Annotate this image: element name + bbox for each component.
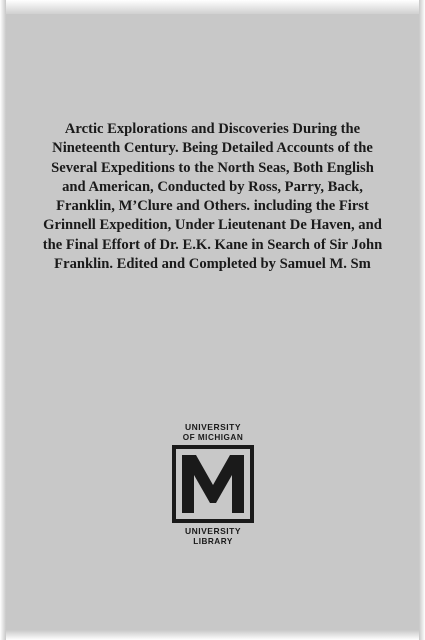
cover-top-edge xyxy=(0,0,425,14)
logo-top-line-1: UNIVERSITY xyxy=(184,422,242,432)
university-of-michigan-library-logo xyxy=(170,421,256,547)
logo-top-line-2: OF MICHIGAN xyxy=(182,433,244,442)
book-title: Arctic Explorations and Discoveries During the Nineteenth Century. Being Detailed Accounts of the Several Expeditions to the North Seas, Both English and American, Conducted by Ross, Parry, Back, Franklin, M’Clure and Others. including the First Grinnell Expedition, Under Lieutenant De Haven, and the Final Effort of Dr. E.K. Kane in Search of Sir John Franklin. Edited and Completed by Samuel M. Sm xyxy=(42,121,383,273)
logo-bottom-line-2: LIBRARY xyxy=(193,537,233,546)
cover-left-edge xyxy=(0,0,6,640)
cover-bottom-edge xyxy=(0,630,425,640)
block-m-emblem-icon xyxy=(172,445,254,523)
cover-right-edge xyxy=(419,0,425,640)
logo-bottom-line-1: UNIVERSITY xyxy=(184,526,242,536)
